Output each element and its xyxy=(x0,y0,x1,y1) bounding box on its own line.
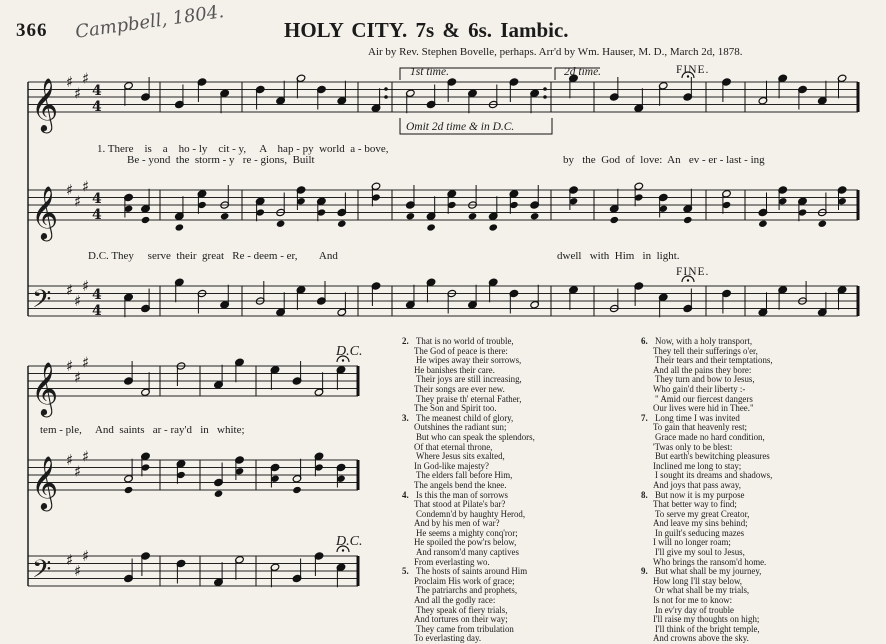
dc-marking-bass: D.C. xyxy=(336,534,363,549)
sharp-icon: ♯ xyxy=(66,357,74,375)
page-number: 366 xyxy=(16,20,48,41)
verse-text: I'll raise my thoughts on high; xyxy=(653,614,760,625)
sharp-icon: ♯ xyxy=(74,562,82,580)
verse-text: From everlasting wo. xyxy=(414,556,490,567)
verse-text: He spoiled the pow'rs below, xyxy=(414,537,517,548)
time-signature-numerator: 4 xyxy=(92,83,102,99)
lyric-line-2: Be - yond the storm - y re - gions, Built xyxy=(127,154,315,166)
repeat-dot xyxy=(543,95,547,99)
verse-text: Their songs are ever new. xyxy=(414,383,505,394)
verse-text: And joys that pass away, xyxy=(653,479,741,490)
verse-text: Inclined me long to stay; xyxy=(653,460,742,471)
verse-text: I sought its dreams and shadows, xyxy=(655,470,773,481)
handwritten-note: Campbell, 1804. xyxy=(74,1,226,43)
verse-text: The hosts of saints around Him xyxy=(416,566,528,577)
verse-line xyxy=(402,634,535,644)
verse-text: They tell their sufferings o'er, xyxy=(653,345,758,356)
verses-column-1 xyxy=(402,337,535,644)
verse-text: Their joys are still increasing, xyxy=(416,374,522,385)
verse-text: And all the godly race: xyxy=(414,595,496,606)
verse-text: Or what shall be my trials, xyxy=(655,585,750,596)
sharp-icon: ♯ xyxy=(82,69,90,88)
time-signature-denominator: 4 xyxy=(92,207,102,223)
repeat-dot xyxy=(384,87,388,91)
verse-text: He banishes their care. xyxy=(414,364,495,375)
verse-text: How long I'll stay below, xyxy=(653,575,743,586)
verse-text: Their tears and their temptations, xyxy=(655,355,773,366)
treble-clef-icon: 𝄞 xyxy=(31,361,59,415)
verse-number: 4. xyxy=(402,489,409,500)
note-head xyxy=(141,216,151,224)
treble-clef-icon: 𝄞 xyxy=(31,455,59,509)
sharp-icon: ♯ xyxy=(66,550,74,569)
note-head xyxy=(609,216,619,224)
verse-text: " Amid our fiercest dangers xyxy=(655,393,753,404)
second-ending-label: 2d time. xyxy=(564,66,602,78)
note-head xyxy=(220,212,230,220)
note-head xyxy=(406,212,416,220)
verse-text: I'll give my soul to Jesus, xyxy=(655,547,745,558)
verse-text: They came from tribulation xyxy=(416,623,514,634)
note-head xyxy=(124,486,134,494)
verse-text: To gain that heavenly rest; xyxy=(653,422,748,433)
hymn-title: HOLY CITY. 7s & 6s. Iambic. xyxy=(284,18,569,42)
lyric-line-3: tem - ple, And saints ar - ray'd in white; xyxy=(40,424,245,436)
dc-lyric-line: D.C. They serve their great Re - deem - er, And xyxy=(88,250,338,262)
verse-text: They turn and bow to Jesus, xyxy=(655,374,755,385)
time-signature-denominator: 4 xyxy=(92,99,102,115)
time-signature-numerator: 4 xyxy=(92,287,102,303)
verse-text: The Son and Spirit too. xyxy=(414,403,497,414)
verse-text: They praise th' eternal Father, xyxy=(416,393,522,404)
verse-text: Long time I was invited xyxy=(655,412,740,423)
verse-text: That stood at Pilate's bar? xyxy=(414,499,506,510)
verse-text: Grace made no hard condition, xyxy=(655,431,765,442)
sharp-icon: ♯ xyxy=(82,353,90,372)
verse-text: The elders fall before Him, xyxy=(416,470,513,481)
sharp-icon: ♯ xyxy=(66,181,74,199)
note-head xyxy=(276,220,286,228)
sharp-icon: ♯ xyxy=(74,84,82,103)
note-head xyxy=(214,490,224,498)
verse-number: 8. xyxy=(641,489,648,500)
sharp-icon: ♯ xyxy=(82,177,90,196)
note-head xyxy=(683,216,693,224)
dc-lyric-line-continued: dwell with Him in light. xyxy=(557,250,680,262)
omit-instruction: Omit 2d time & in D.C. xyxy=(406,121,515,133)
verse-text: Outshines the radiant sun; xyxy=(414,422,507,433)
verse-text: In ev'ry day of trouble xyxy=(655,604,734,615)
note-head xyxy=(488,223,498,231)
verse-text: Who gain'd their liberty :- xyxy=(653,383,746,394)
verse-text: Now, with a holy transport, xyxy=(655,336,753,346)
verse-text: The angels bend the knee. xyxy=(414,479,507,490)
verse-text: He wipes away their sorrows, xyxy=(416,355,522,366)
dc-marking-top: D.C. xyxy=(336,344,363,359)
bass-clef-icon: 𝄢 xyxy=(32,555,52,590)
verse-text: But who can speak the splendors, xyxy=(416,431,535,442)
sharp-icon: ♯ xyxy=(66,451,74,469)
verse-text: The God of peace is there: xyxy=(414,345,508,356)
note-head xyxy=(530,212,540,220)
treble-clef-icon: 𝄞 xyxy=(31,185,59,239)
bass-clef-icon: 𝄢 xyxy=(32,285,52,320)
note-head xyxy=(426,223,436,231)
verse-text: Where Jesus sits exalted, xyxy=(416,451,505,462)
verse-number: 6. xyxy=(641,336,648,346)
verse-text: In guilt's seducing mazes xyxy=(655,527,745,538)
note-head xyxy=(758,220,768,228)
verse-text: But what shall be my journey, xyxy=(655,566,762,577)
verse-text: And all the pains they bore: xyxy=(653,364,752,375)
sharp-icon: ♯ xyxy=(74,192,82,211)
sharp-icon: ♯ xyxy=(66,73,74,91)
verse-text: That better way to find; xyxy=(653,499,737,510)
verse-text: He seems a mighty conq'ror; xyxy=(416,527,518,538)
sharp-icon: ♯ xyxy=(74,368,82,387)
verse-text: I will no longer roam; xyxy=(653,537,731,548)
sharp-icon: ♯ xyxy=(82,447,90,466)
note-head xyxy=(175,223,185,231)
verse-text: The patriarchs and prophets, xyxy=(416,585,518,596)
verse-text: I'll think of the bright temple, xyxy=(655,623,760,634)
composer-credits: Air by Rev. Stephen Bovelle, perhaps. Arr'd by Wm. Hauser, M. D., March 2d, 1878. xyxy=(368,46,743,58)
verse-text: And by his men of war? xyxy=(414,518,500,529)
verse-text: Is this the man of sorrows xyxy=(416,489,508,500)
verse-text: Of that eternal throne, xyxy=(414,441,493,452)
note-head xyxy=(337,220,347,228)
lyric-line-1: 1. There is a ho - ly cit - y, A hap - py world a - bove, xyxy=(97,143,389,155)
verse-number: 9. xyxy=(641,566,648,577)
treble-clef-icon: 𝄞 xyxy=(31,77,59,131)
verse-text: Who brings the ransom'd home. xyxy=(653,556,767,567)
verse-text: In God-like majesty? xyxy=(414,460,489,471)
time-signature-numerator: 4 xyxy=(92,191,102,207)
note-head xyxy=(468,212,478,220)
verse-text: That is no world of trouble, xyxy=(416,336,514,346)
verse-text: But now it is my purpose xyxy=(655,489,745,500)
verse-text: And ransom'd many captives xyxy=(416,547,519,558)
first-ending-label: 1st time. xyxy=(410,66,449,78)
fine-marking-top: FINE. xyxy=(676,64,710,76)
repeat-dot xyxy=(384,95,388,99)
verse-text: They speak of fiery trials, xyxy=(416,604,508,615)
verse-line xyxy=(641,634,773,644)
verse-text: And leave my sins behind; xyxy=(653,518,748,529)
repeat-dot xyxy=(543,87,547,91)
fine-marking-bass: FINE. xyxy=(676,266,710,278)
verse-number: 2. xyxy=(402,336,409,346)
verse-text: Condemn'd by haughty Herod, xyxy=(416,508,526,519)
note-head xyxy=(818,220,828,228)
verse-number: 5. xyxy=(402,566,409,577)
verse-text: But earth's bewitching pleasures xyxy=(655,451,770,462)
verse-text: And tortures on their way; xyxy=(414,614,508,625)
verse-text: Our lives were hid in Thee." xyxy=(653,403,754,414)
verse-text: The meanest child of glory, xyxy=(416,412,514,423)
lyric-line-2-continued: by the God of love: An ev - er - last - ing xyxy=(563,154,765,166)
sharp-icon: ♯ xyxy=(66,280,74,299)
verses-column-2 xyxy=(641,337,773,644)
verse-number: 7. xyxy=(641,412,648,423)
verse-text: 'Twas only to be blest: xyxy=(653,441,733,452)
verse-number: 3. xyxy=(402,412,409,423)
verse-text: To everlasting day. xyxy=(414,633,482,644)
sharp-icon: ♯ xyxy=(82,277,90,295)
sharp-icon: ♯ xyxy=(74,292,82,310)
verse-text: To serve my great Creator, xyxy=(655,508,750,519)
fermata-dot xyxy=(687,279,689,281)
verse-text: Proclaim His work of grace; xyxy=(414,575,515,586)
sharp-icon: ♯ xyxy=(82,547,90,565)
verse-text: Is not for me to know: xyxy=(653,595,733,606)
note-head xyxy=(292,486,302,494)
time-signature-denominator: 4 xyxy=(92,303,102,319)
sharp-icon: ♯ xyxy=(74,462,82,481)
verse-text: And crowns above the sky. xyxy=(653,633,749,644)
